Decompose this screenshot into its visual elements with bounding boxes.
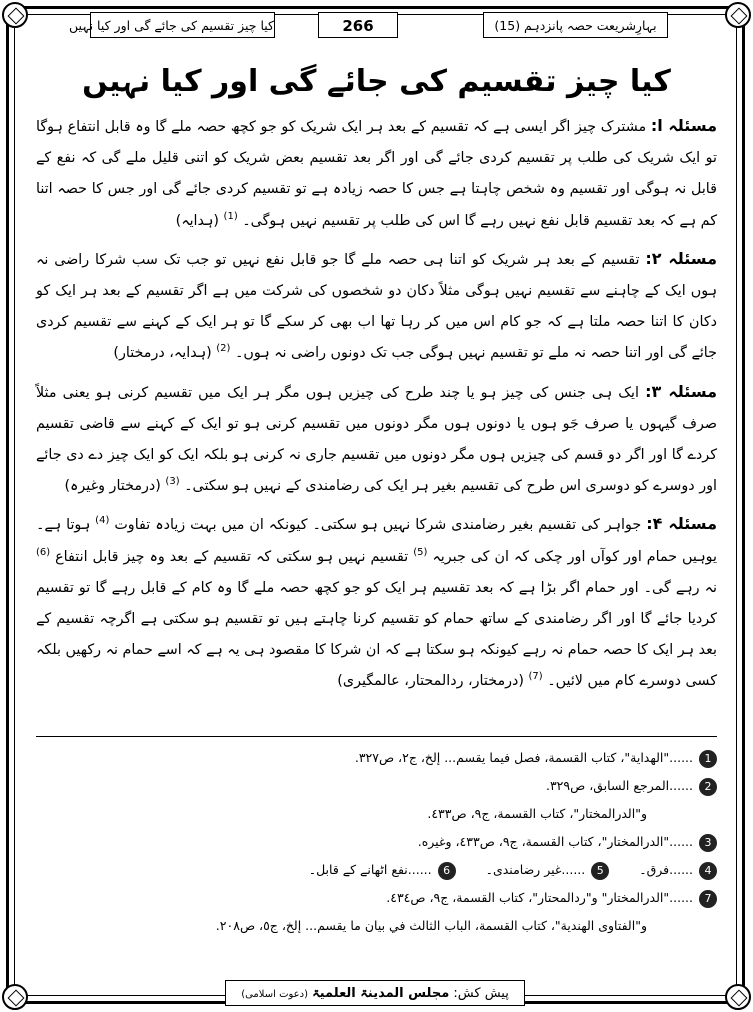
masla-text: نہ رہے گی۔ اور حمام اگر بڑا ہے کہ بعد تقسیم ہر ایک کو جو کچھ حصہ ملے گا وہ کام کے قابل رہے گا تو تقسیم کردیا جائے گا اور اگر رضامندی کے ساتھ حمام کو تقسیم کرنا چاہتے ہیں تو تقسیم ہو سکتی ہے اگرچہ تقسیم کے بعد ہر ایک کا حصہ حمام نہ رہے کیونکہ ہو سکتا ہے کہ ان شرکا کا مقصود ہی یہ ہے کہ اسے حمام نہ رکھیں بلکہ کسی دوسرے کام میں لائیں۔: [36, 579, 717, 690]
masla-source: (درمختار، ردالمحتار، عالمگیری): [337, 673, 524, 690]
footnote-ref: (2): [216, 343, 231, 355]
footnote-number: 6: [438, 862, 456, 880]
footnote-number: 4: [699, 862, 717, 880]
book-title: بہارِشریعت حصہ پانزدہم (15): [483, 12, 668, 38]
footnote-text: ......المرجع السابق، ص٣٢٩.: [545, 778, 693, 793]
masla-label: مسئلہ ۲:: [645, 248, 717, 268]
chapter-title: کیا چیز تقسیم کی جائے گی اور کیا نہیں: [90, 12, 275, 38]
footnote-number: 3: [699, 834, 717, 852]
footer-label: پیش کش:: [453, 986, 509, 1001]
masla-text: جواہر کی تقسیم بغیر رضامندی شرکا نہیں ہو سکتی۔ کیونکہ ان میں بہت زیادہ تفاوت: [114, 517, 642, 534]
footer-sub: (دعوت اسلامی): [241, 989, 308, 1000]
masla-source: (درمختار وغیرہ): [64, 478, 161, 495]
masla-2: [36, 243, 717, 370]
masla-text: ایک ہی جنس کی چیز ہو یا چند طرح کی چیزیں ہوں مگر ہر ایک میں تقسیم کرنی ہو یعنی مثلاً صرف گیہوں یا صرف جَو ہوں یا دونوں ہوں مگر دونوں میں تقسیم کرنی ہو تو ایک کے کہنے سے قاضی تقسیم کردے گا اور اگر دو قسم کی چیزیں ہوں مگر دونوں میں تقسیم جاری نہ کرنی ہو بلکہ ایک کو ایک چیز دے دی جائے اور دوسرے کو دوسری اس طرح کی تقسیم بغیر ہر ایک کی رضامندی کے نہیں ہو سکتی۔: [36, 384, 717, 495]
footnotes: [36, 744, 717, 940]
footnote-ref: (6): [36, 546, 51, 558]
footnote-text: ......نفع اٹھانے کے قابل۔: [308, 862, 432, 877]
masla-text: تقسیم نہیں ہو سکتی کہ تقسیم کے بعد وہ چیز قابل انتفاع: [55, 548, 409, 565]
page-number: 266: [318, 12, 398, 38]
footnote: [639, 856, 717, 884]
footnote: [36, 744, 717, 772]
corner-ornament-icon: [2, 2, 28, 28]
page-header: [30, 12, 723, 42]
masla-1: [36, 110, 717, 237]
footnote-row: [36, 856, 717, 884]
masla-3: [36, 376, 717, 503]
footnote: [36, 828, 717, 856]
masla-source: (ہدایہ، درمختار): [113, 345, 212, 362]
page-title: کیا چیز تقسیم کی جائے گی اور کیا نہیں: [82, 64, 671, 99]
footnote-ref: (3): [165, 476, 180, 488]
footnote: [36, 772, 717, 800]
footnote-text: ......غیر رضامندی۔: [485, 862, 586, 877]
masla-source: (ہدایہ): [175, 212, 219, 229]
footnote: [36, 884, 717, 912]
masla-text: مشترک چیز اگر ایسی ہے کہ تقسیم کے بعد ہر ایک شریک کو جو کچھ حصہ ملے گا وہ قابل انتفاع ہوگا تو ایک شریک کی طلب پر تقسیم کردی جائے گی اور اگر بعد تقسیم بعض شریک کو اتنی قلیل ملے گی کہ نفع کے قابل نہ ہوگی اور تقسیم وہ شخص چاہتا ہے جس کا حصہ زیادہ ہے تو تقسیم کردی جائے گی اور جس کا حصہ اتنا کم ہے کہ بعد تقسیم قابل نفع نہیں رہے گا اس کی طلب پر تقسیم نہیں ہوگی۔: [36, 119, 717, 229]
masla-label: مسئلہ ا:: [650, 116, 718, 135]
footnote-ref: (7): [528, 671, 543, 683]
corner-ornament-icon: [2, 984, 28, 1010]
page-footer: [225, 980, 525, 1006]
footnote-number: 1: [699, 750, 717, 768]
footnote-number: 2: [699, 778, 717, 796]
footnote-text: و"الفتاوى الهندية"، كتاب القسمة، الباب الثالث في بيان ما يقسم... إلخ، ج٥، ص٢٠٨.: [215, 918, 647, 933]
footnote-text: و"الدرالمختار"، كتاب القسمة، ج٩، ص٤٣٣.: [427, 806, 647, 821]
footnote-ref: (1): [223, 210, 238, 222]
corner-ornament-icon: [725, 984, 751, 1010]
masla-label: مسئلہ ۴:: [646, 514, 717, 534]
masla-text: ہوتا ہے۔ یوہیں حمام اور کوآں اور چکی کہ ان کی جبریہ: [36, 517, 717, 565]
corner-ornament-icon: [725, 2, 751, 28]
footnote-text: ......"الدرالمختار" و"ردالمحتار"، كتاب القسمة، ج٩، ص٤٣٤.: [386, 890, 693, 905]
footer-org: مجلس المدینۃ العلمیۃ: [312, 986, 450, 1001]
footnote-separator: [36, 736, 717, 737]
footnote: [486, 856, 610, 884]
page-content: [36, 60, 717, 704]
masla-4: [36, 508, 717, 697]
masla-label: مسئلہ ۳:: [645, 381, 718, 401]
footnote-text: ......"الهداية"، كتاب القسمة، فصل فيما يقسم... إلخ، ج٢، ص٣٢٧.: [354, 750, 693, 765]
footnote-ref: (5): [413, 546, 428, 558]
footnote-number: 7: [699, 890, 717, 908]
footnote-text: ......فرق۔: [639, 862, 693, 877]
masla-text: تقسیم کے بعد ہر شریک کو اتنا ہی حصہ ملے گا جو قابل نفع نہیں تو جب تک سب شرکا راضی نہ ہوں ایک کے چاہنے سے تقسیم نہیں ہوگی مثلاً دکان دو شخصوں کی شرکت میں ہے اگر تقسیم کے بعد ہر ایک کو دکان کا اتنا حصہ ملتا ہے کہ جو کام اس میں کر رہا تھا اب بھی کر سکے گا تو ہر ایک کے کہنے سے تقسیم کردی جائے گی اور اتنا حصہ نہ ملے تو تقسیم نہیں ہوگی جب تک دونوں راضی نہ ہوں۔: [36, 251, 717, 362]
footnote-number: 5: [591, 862, 609, 880]
footnote-continuation: [36, 800, 717, 828]
footnote-continuation: [36, 912, 717, 940]
footnote-text: ......"الدرالمختار"، كتاب القسمة، ج٩، ص٤٣٣، وغيره.: [417, 834, 693, 849]
footnote-ref: (4): [95, 515, 110, 527]
footnote: [309, 856, 456, 884]
